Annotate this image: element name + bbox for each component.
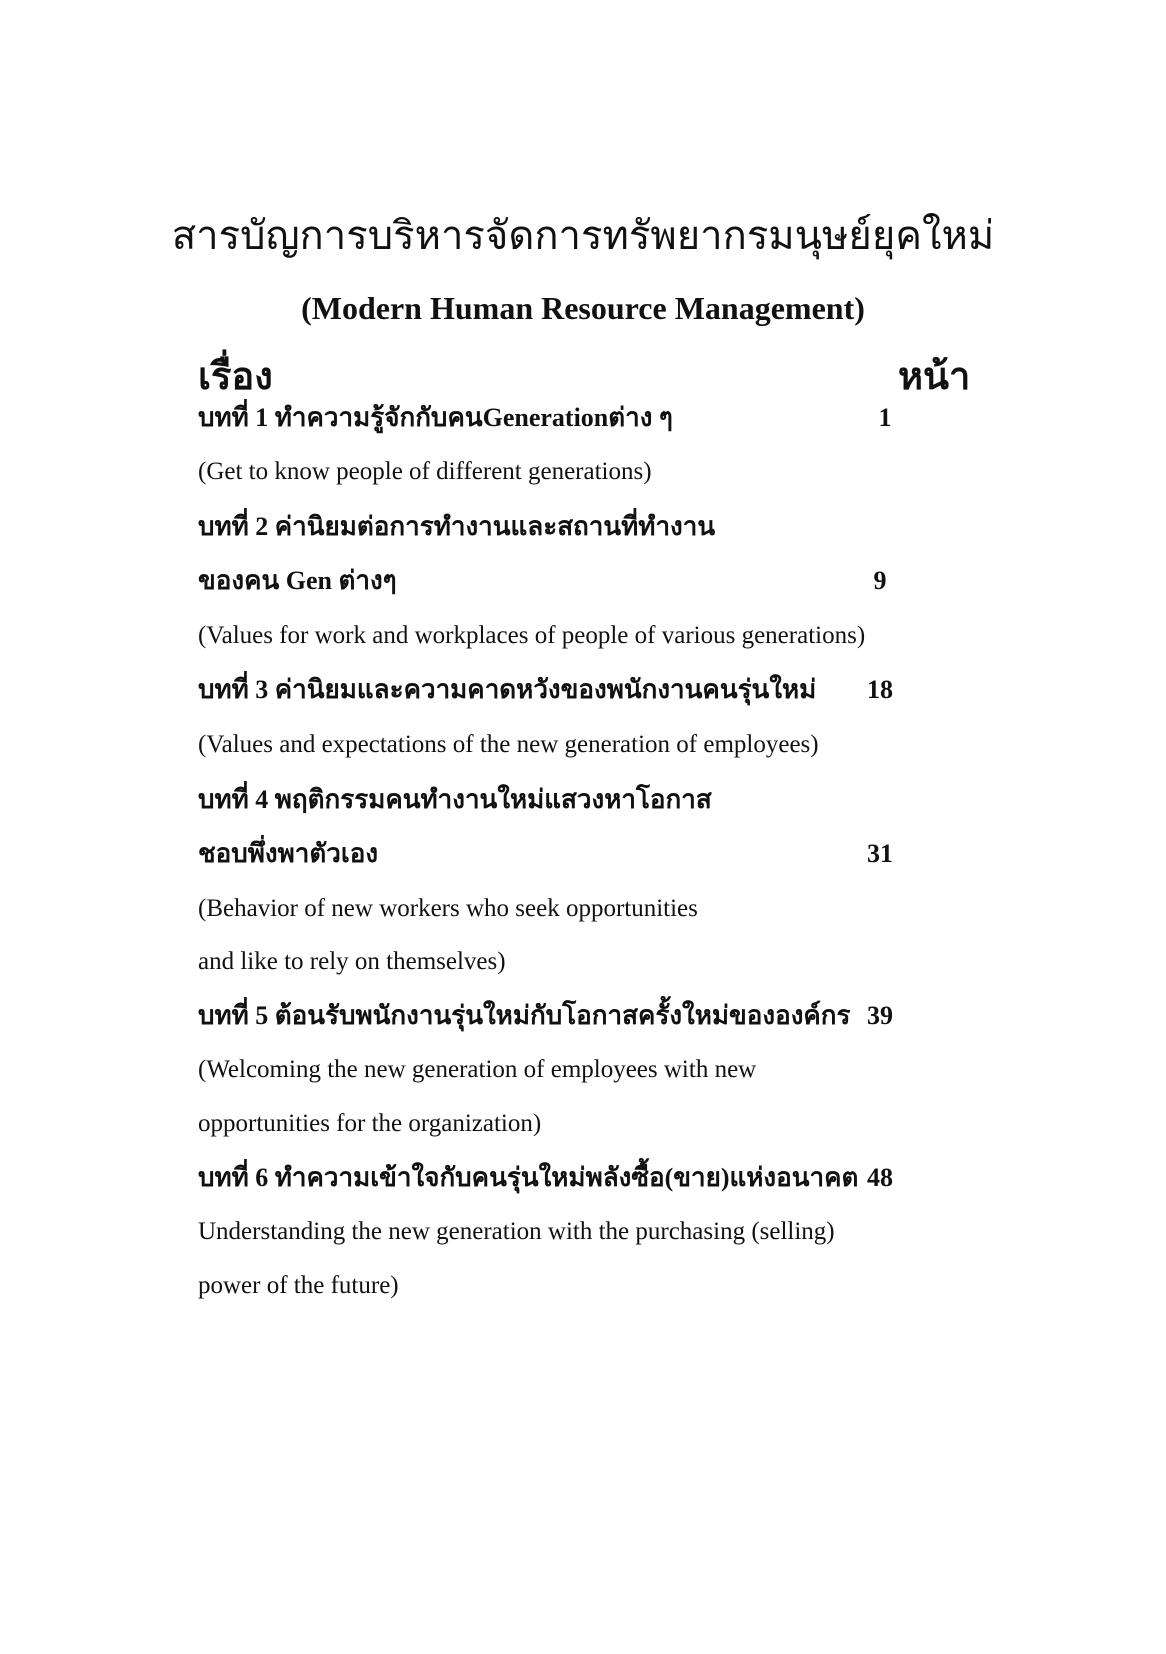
chapter-4-page-number: 31: [867, 839, 893, 868]
chapter-3-page-number: 18: [867, 675, 893, 704]
chapter-4-english-line-2: and like to rely on themselves): [198, 948, 506, 975]
chapter-2-page-number: 9: [873, 566, 887, 595]
document-title-english: (Modern Human Resource Management): [301, 290, 865, 326]
chapter-1-english-line-1: (Get to know people of different generations): [198, 458, 652, 485]
toc-header-topic: เรื่อง: [198, 356, 273, 398]
chapter-6-english-line-2: power of the future): [198, 1272, 399, 1299]
chapter-6-title-line-1: บทที่ 6 ทำความเข้าใจกับคนรุ่นใหม่พลังซื้อ(ขาย)แห่งอนาคต: [198, 1163, 859, 1192]
toc-header-page: หน้า: [898, 356, 971, 398]
chapter-6-page-number: 48: [867, 1163, 893, 1192]
chapter-2-english-line-1: (Values for work and workplaces of people of various generations): [198, 622, 866, 649]
chapter-2-title-line-1: บทที่ 2 ค่านิยมต่อการทำงานและสถานที่ทำงาน: [198, 512, 716, 541]
chapter-5-title-line-1: บทที่ 5 ต้อนรับพนักงานรุ่นใหม่กับโอกาสครั้งใหม่ขององค์กร: [198, 1001, 851, 1030]
chapter-4-title-line-1: บทที่ 4 พฤติกรรมคนทำงานใหม่แสวงหาโอกาส: [198, 785, 712, 814]
chapter-4-title-line-2: ชอบพึ่งพาตัวเอง: [198, 839, 379, 868]
chapter-3-title-line-1: บทที่ 3 ค่านิยมและความคาดหวังของพนักงานคนรุ่นใหม่: [198, 675, 817, 704]
chapter-1-page-number: 1: [878, 403, 892, 432]
chapter-6-english-line-1: Understanding the new generation with the purchasing (selling): [198, 1218, 835, 1245]
chapter-5-page-number: 39: [867, 1001, 893, 1030]
chapter-3-english-line-1: (Values and expectations of the new generation of employees): [198, 731, 819, 758]
chapter-5-english-line-2: opportunities for the organization): [198, 1110, 542, 1137]
chapter-1-title-line-1: บทที่ 1 ทำความรู้จักกับคนGenerationต่าง ๆ: [198, 403, 673, 432]
chapter-4-english-line-1: (Behavior of new workers who seek opportunities: [198, 895, 698, 922]
chapter-2-title-line-2: ของคน Gen ต่างๆ: [198, 566, 397, 595]
document-title-thai: สารบัญการบริหารจัดการทรัพยากรมนุษย์ยุคใหม่: [171, 213, 995, 258]
chapter-5-english-line-1: (Welcoming the new generation of employees with new: [198, 1056, 757, 1083]
